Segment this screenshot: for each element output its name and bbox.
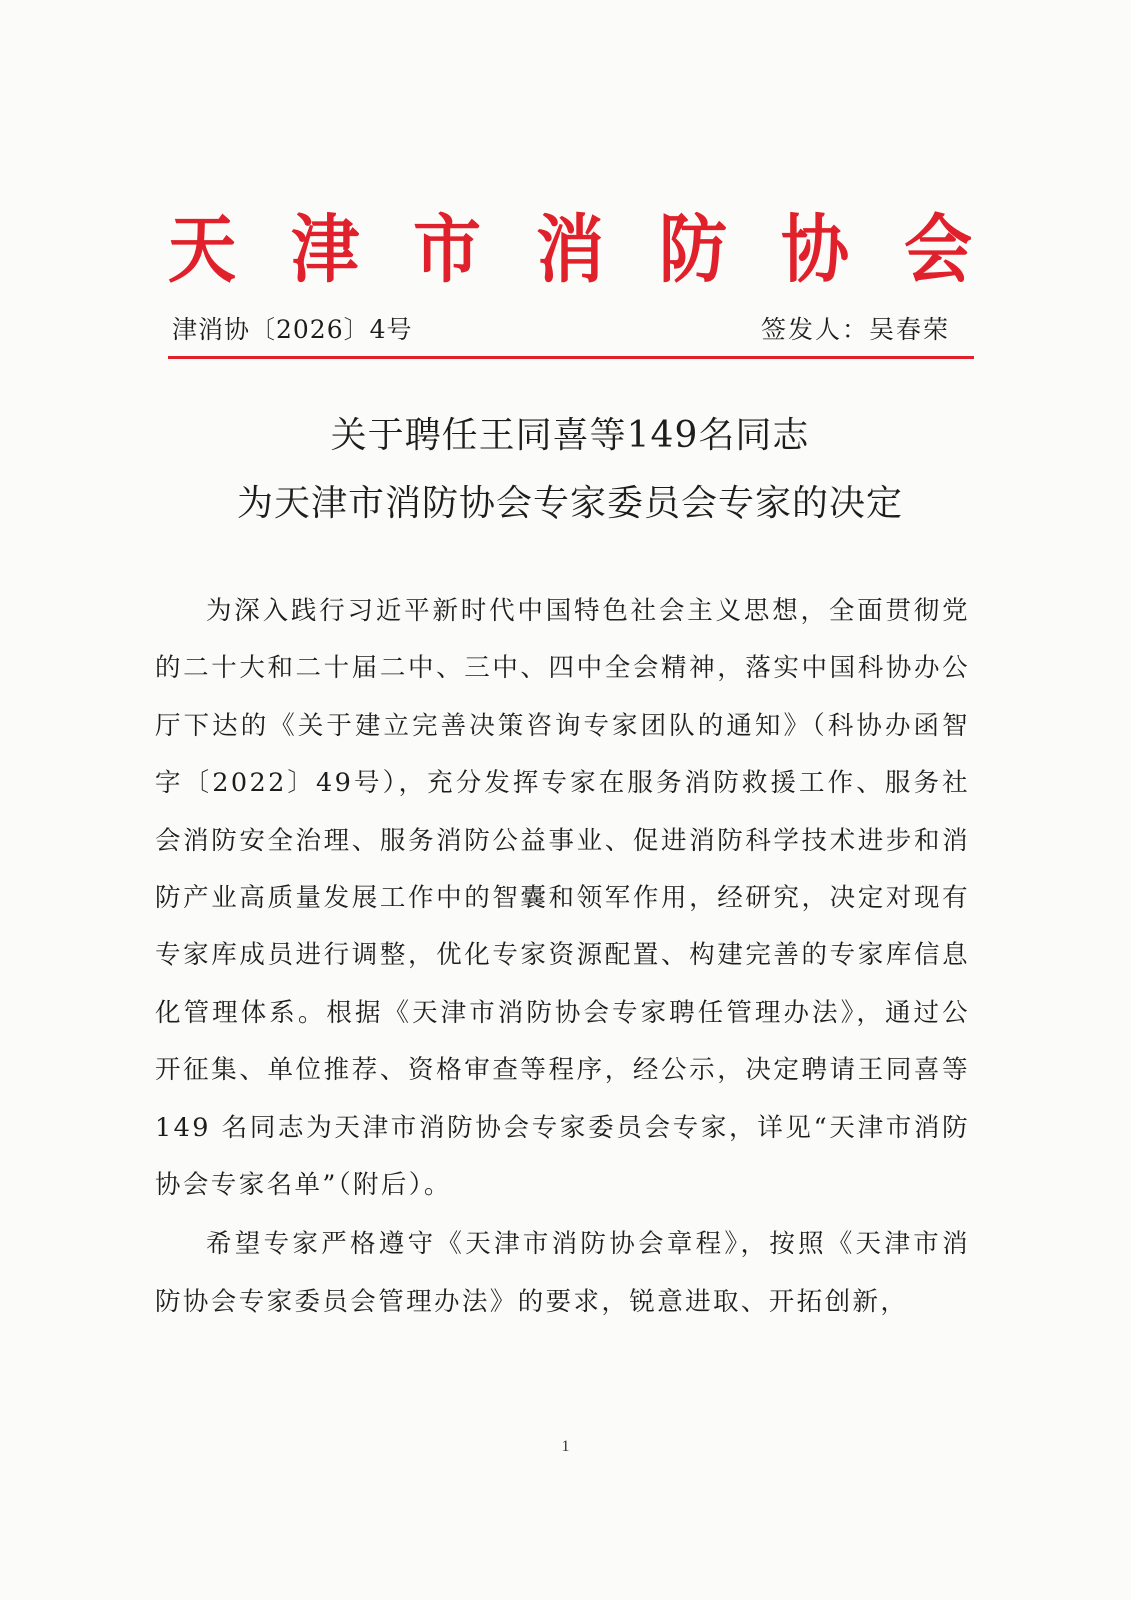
document-meta-row [172, 310, 972, 350]
title-line-2: 为天津市消防协会专家委员会专家的决定 [236, 483, 903, 524]
org-name-char: 市 [413, 207, 482, 293]
body-paragraph-2: 希望专家严格遵守《天津市消防协会章程》，按照《天津市消防协会专家委员会管理办法》的要求，锐意进取、开拓创新， [155, 1229, 970, 1317]
org-name-char: 会 [903, 207, 972, 293]
document-body [155, 583, 970, 1333]
page-number: 1 [561, 1438, 570, 1455]
red-divider-line [168, 356, 974, 359]
org-name-char: 天 [167, 207, 237, 293]
body-paragraph-1: 为深入践行习近平新时代中国特色社会主义思想，全面贯彻党的二十大和二十届二中、三中、四中全会精神，落实中国科协办公厅下达的《关于建立完善决策咨询专家团队的通知》（科协办函智字〔2022〕49号），充分发挥专家在服务消防救援工作、服务社会消防安全治理、服务消防公益事业、促进消防科学技术进步和消防产业高质量发展工作中的智囊和领军作用，经研究，决定对现有专家库成员进行调整，优化专家资源配置、构建完善的专家库信息化管理体系。根据《天津市消防协会专家聘任管理办法》，通过公开征集、单位推荐、资格审查等程序，经公示，决定聘请王同喜等 149 名同志为天津市消防协会专家委员会专家，详见“天津市消防协会专家名单”（附后）。 [155, 596, 970, 1201]
org-name-char: 防 [658, 207, 727, 293]
document-number: 津消协〔2026〕4号 [172, 315, 413, 344]
org-name-char: 津 [290, 207, 359, 293]
org-red-header [165, 200, 975, 300]
title-line-1: 关于聘任王同喜等149名同志 [330, 415, 810, 456]
document-title [165, 402, 975, 538]
signer: 签发人：吴春荣 [760, 315, 950, 344]
org-name-char: 消 [535, 207, 605, 293]
org-name-char: 协 [781, 207, 850, 293]
